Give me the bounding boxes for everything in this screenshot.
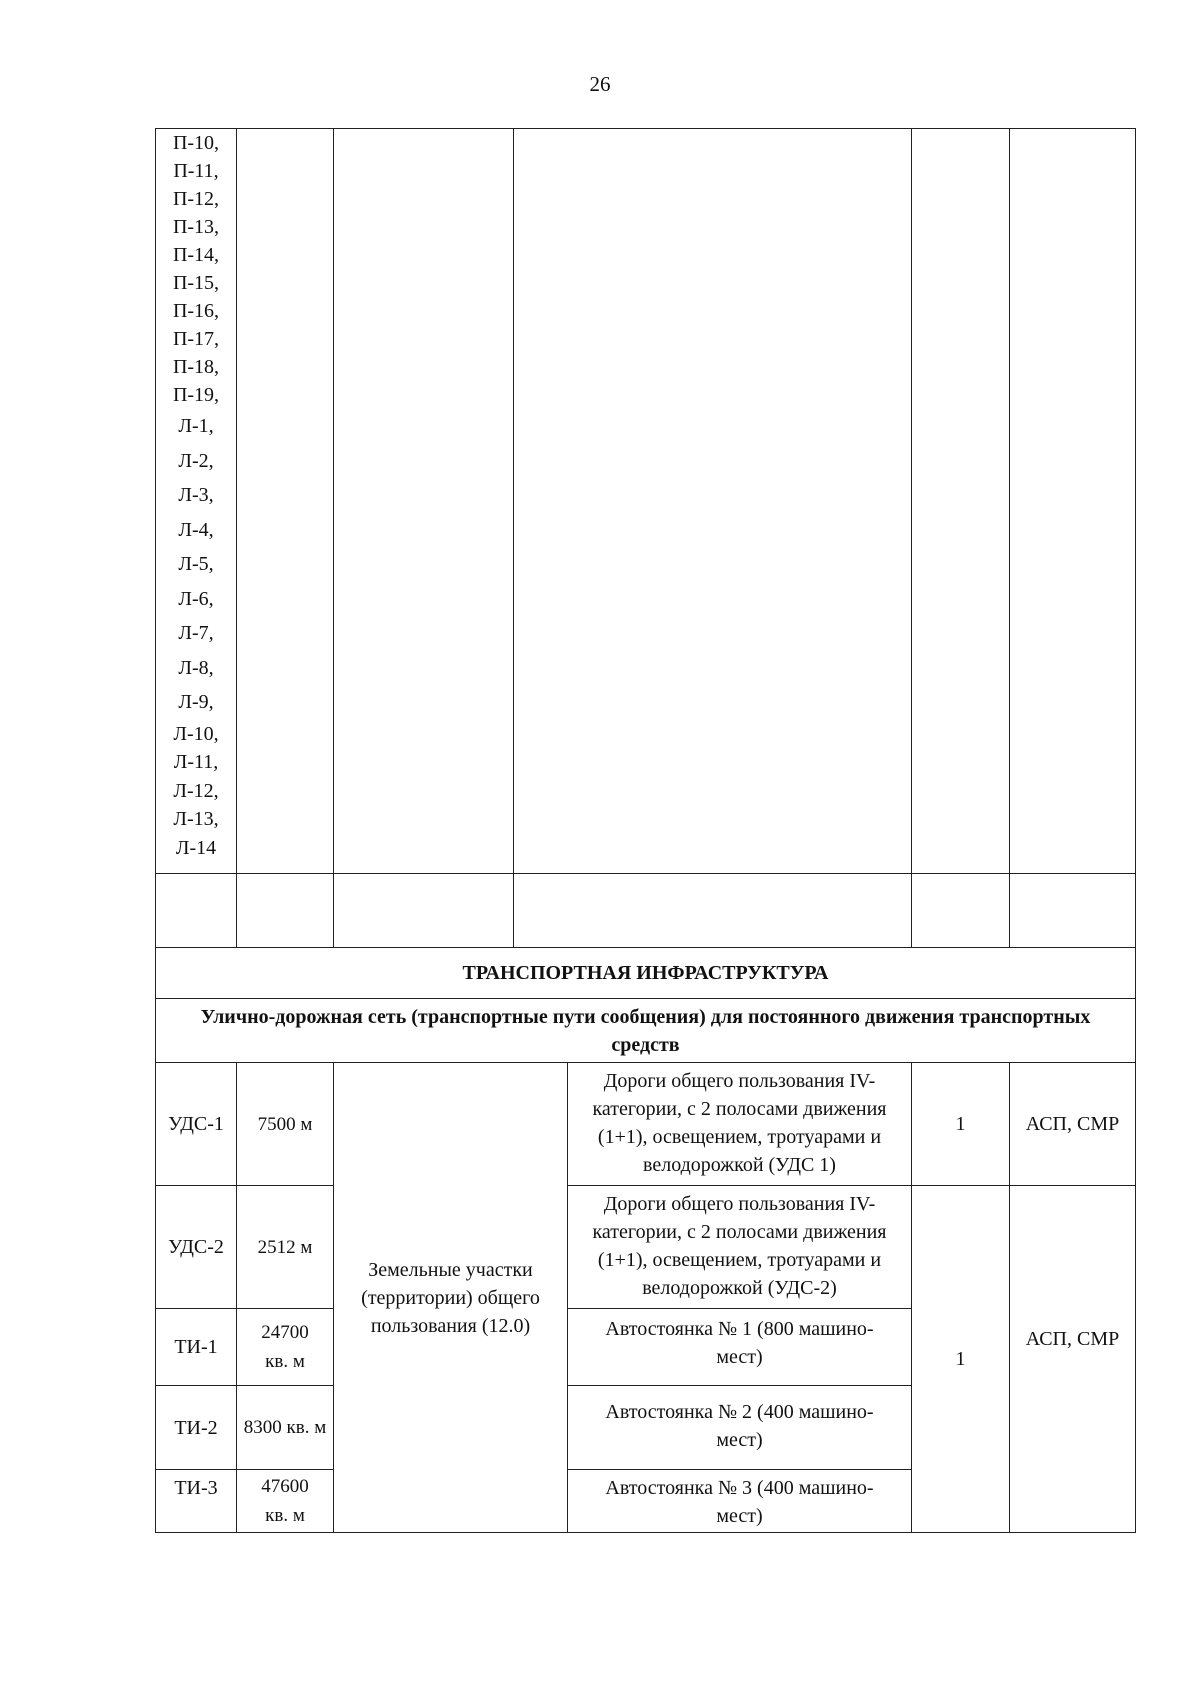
code-line: Л-3,: [178, 484, 214, 506]
code-line: Л-14: [175, 836, 217, 859]
code-line: Л-12,: [173, 779, 219, 802]
empty-cell: [237, 874, 334, 948]
object-size: 7500 м: [237, 1063, 334, 1186]
code-line: Л-9,: [178, 691, 214, 713]
object-docs: АСП, СМР: [1010, 1186, 1136, 1533]
table-row: [156, 1063, 1136, 1186]
code-line: П-17,: [172, 328, 220, 350]
object-description: Автостоянка № 1 (800 машино-мест): [568, 1309, 912, 1386]
object-size: 24700 кв. м: [237, 1309, 334, 1386]
page-number: 26: [589, 72, 611, 96]
code-line: П-10,: [172, 132, 220, 154]
empty-cell: [912, 874, 1010, 948]
code-line: П-12,: [172, 188, 220, 210]
code-line: Л-5,: [178, 553, 214, 575]
continued-row: [156, 129, 1136, 874]
object-description: Дороги общего пользования IV-категории, с 2 полосами движения (1+1), освещением, тротуарами и велодорожкой (УДС-2): [568, 1186, 912, 1309]
object-stage: 1: [912, 1063, 1010, 1186]
object-description: Автостоянка № 2 (400 машино-мест): [568, 1386, 912, 1470]
code-line: П-19,: [172, 384, 220, 406]
empty-cell: [514, 874, 912, 948]
object-size: 2512 м: [237, 1186, 334, 1309]
object-description: Дороги общего пользования IV-категории, с 2 полосами движения (1+1), освещением, тротуарами и велодорожкой (УДС 1): [568, 1063, 912, 1186]
land-category: Земельные участки (территории) общего пользования (12.0): [334, 1063, 568, 1533]
object-docs: АСП, СМР: [1010, 1063, 1136, 1186]
object-code: ТИ-1: [156, 1309, 237, 1386]
object-code: ТИ-2: [156, 1386, 237, 1470]
object-description: Автостоянка № 3 (400 машино-мест): [568, 1470, 912, 1533]
object-size: 8300 кв. м: [237, 1386, 334, 1470]
continued-codes-cell: [156, 129, 237, 874]
empty-cell: [334, 874, 514, 948]
empty-cell: [1010, 874, 1136, 948]
empty-cell: [1010, 129, 1136, 874]
section-heading-row: [156, 948, 1136, 999]
object-code: УДС-2: [156, 1186, 237, 1309]
empty-cell: [237, 129, 334, 874]
code-line: П-18,: [172, 356, 220, 378]
object-code: УДС-1: [156, 1063, 237, 1186]
code-line: Л-13,: [173, 808, 219, 830]
empty-cell: [912, 129, 1010, 874]
code-line: Л-6,: [178, 587, 214, 610]
code-line: Л-10,: [173, 722, 219, 745]
code-line: П-14,: [172, 244, 220, 266]
code-line: П-16,: [172, 300, 220, 322]
code-line: Л-2,: [178, 449, 214, 472]
empty-cell: [156, 874, 237, 948]
table-row: [156, 1186, 1136, 1309]
code-line: Л-11,: [173, 751, 219, 773]
code-line: Л-7,: [178, 622, 214, 644]
code-line: П-13,: [172, 216, 220, 238]
empty-cell: [514, 129, 912, 874]
object-size: 47600 кв. м: [237, 1470, 334, 1533]
subsection-title: Улично-дорожная сеть (транспортные пути сообщения) для постоянного движения транспортных средств: [156, 999, 1136, 1063]
object-code: ТИ-3: [156, 1470, 237, 1533]
code-line: Л-8,: [178, 656, 214, 679]
code-line: П-11,: [173, 160, 219, 182]
empty-row: [156, 874, 1136, 948]
infrastructure-table: [155, 128, 1136, 1533]
code-line: Л-1,: [178, 415, 214, 437]
subsection-heading-row: [156, 999, 1136, 1063]
code-line: Л-4,: [178, 518, 214, 541]
empty-cell: [334, 129, 514, 874]
code-line: П-15,: [172, 272, 220, 294]
object-stage: 1: [912, 1186, 1010, 1533]
section-title: ТРАНСПОРТНАЯ ИНФРАСТРУКТУРА: [156, 948, 1136, 999]
